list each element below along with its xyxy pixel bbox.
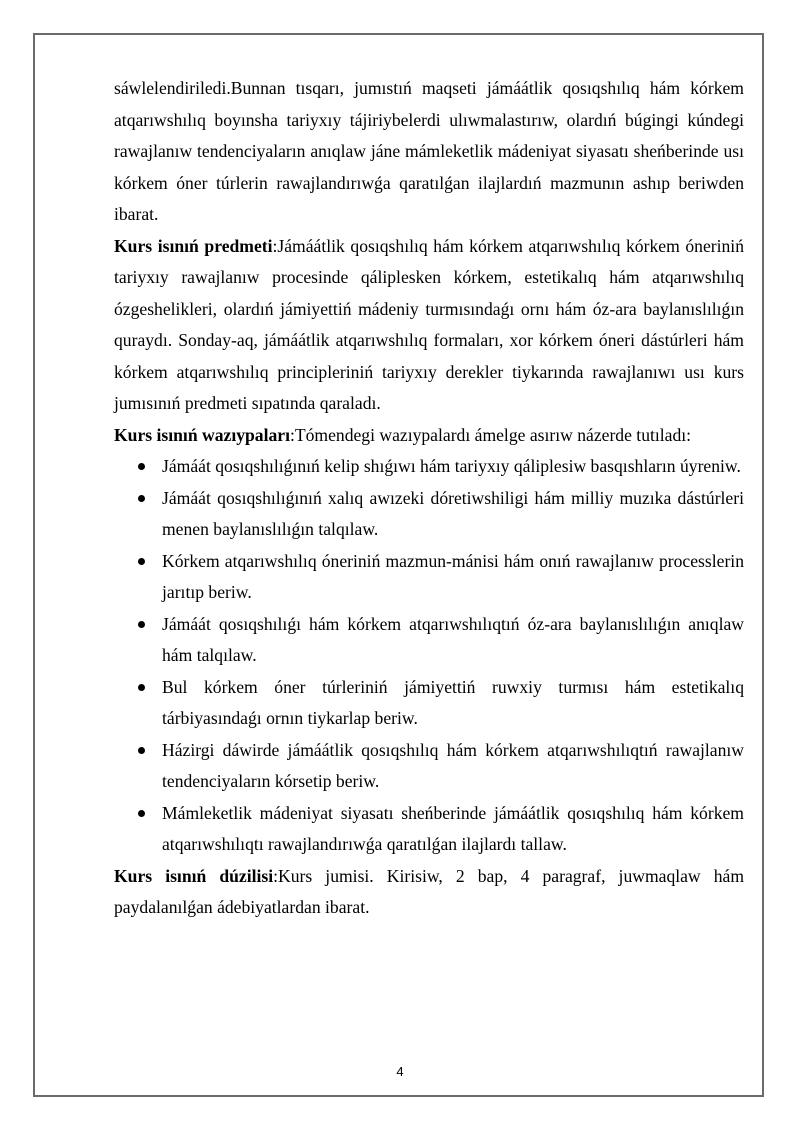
list-item-text: Jámáát qosıqshılıǵı hám kórkem atqarıwshılıqtıń óz-ara baylanıslılıǵın anıqlaw hám talqılaw.	[162, 613, 744, 665]
structure-text: :Kurs jumisi. Kirisiw, 2 bap, 4 paragraf, juwmaqlaw hám paydalanılǵan ádebiyatlardan ibarat.	[114, 865, 745, 917]
page-number: 4	[396, 1064, 404, 1079]
bullet-icon	[138, 810, 145, 817]
bullet-icon	[138, 463, 145, 470]
list-item-text: Kórkem atqarıwshılıq óneriniń mazmun-mánisi hám onıń rawajlanıw processlerin jarıtıp beriw.	[162, 550, 744, 602]
tasks-text: :Tómendegi wazıypalardı ámelge asırıw názerde tutıladı:	[289, 424, 692, 445]
list-item	[114, 672, 744, 735]
list-item-text: Házirgi dáwirde jámáátlik qosıqshılıq hám kórkem atqarıwshılıqtıń rawajlanıw tendenciyaların kórsetip beriw.	[162, 739, 744, 791]
intro-paragraph: sáwlelendiriledi.Bunnan tısqarı, jumıstıń maqseti jámáátlik qosıqshılıq hám kórkem atqarıwshılıq boyınsha tariyxıy tájiriybelerdi ulıwmalastırıw, olardıń búgingi kúndegi rawajlanıw tendenciyaların anıqlaw jáne mámleketlik mádeniyat siyasatı sheńberinde usı kórkem óner túrlerin rawajlandırıwǵa qaratılǵan ilajlardıń mazmunın ashıp beriwden ibarat.	[114, 78, 744, 224]
list-item-text: Jámáát qosıqshılıǵınıń xalıq awızeki dóretiwshiligi hám milliy muzıka dástúrleri menen baylanıslılıǵın talqılaw.	[162, 487, 744, 539]
bullet-icon	[138, 621, 145, 628]
bullet-icon	[138, 747, 145, 754]
list-item	[114, 483, 744, 546]
list-item-text: Mámleketlik mádeniyat siyasatı sheńberinde jámáátlik qosıqshılıq hám kórkem atqarıwshılıqtı rawajlandırıwǵa qaratılǵan ilajlardı tallaw.	[162, 802, 744, 854]
bullet-icon	[138, 558, 145, 565]
bullet-icon	[138, 495, 145, 502]
bullet-icon	[138, 684, 145, 691]
structure-heading: Kurs isınıń dúzilisi	[114, 865, 274, 886]
list-item	[114, 546, 744, 609]
list-item	[114, 798, 744, 861]
tasks-list	[114, 451, 744, 861]
list-item-text: Jámáát qosıqshılıǵınıń kelip shıǵıwı hám tariyxıy qáliplesiw basqıshların úyreniw.	[162, 456, 741, 476]
tasks-heading: Kurs isınıń wazıypaları	[114, 424, 290, 445]
tasks-paragraph	[114, 420, 744, 452]
page-content	[114, 73, 744, 924]
list-item	[114, 609, 744, 672]
subject-paragraph	[114, 231, 744, 420]
subject-text: :Jámáátlik qosıqshılıq hám kórkem atqarıwshılıq kórkem óneriniń tariyxıy rawajlanıw procesinde qáliplesken kórkem, estetikalıq hám atqarıwshılıq ózgeshelikleri, olardıń jámiyettiń mádeniy turmısındaǵı ornı hám óz-ara baylanıslılıǵın quraydı. Sonday-aq, jámáátlik atqarıwshılıq formaları, xor kórkem óneri dástúrleri hám kórkem atqarıwshılıq principleriniń tariyxıy derekler tiykarında rawajlanıwı usı kurs jumısınıń predmeti sıpatında qaraladı.	[114, 235, 744, 413]
structure-paragraph	[114, 861, 744, 924]
list-item	[114, 735, 744, 798]
list-item	[114, 451, 744, 483]
list-item-text: Bul kórkem óner túrleriniń jámiyettiń ruwxiy turmısı hám estetikalıq tárbiyasındaǵı ornın tiykarlap beriw.	[162, 676, 744, 728]
subject-heading: Kurs isınıń predmeti	[114, 235, 273, 256]
